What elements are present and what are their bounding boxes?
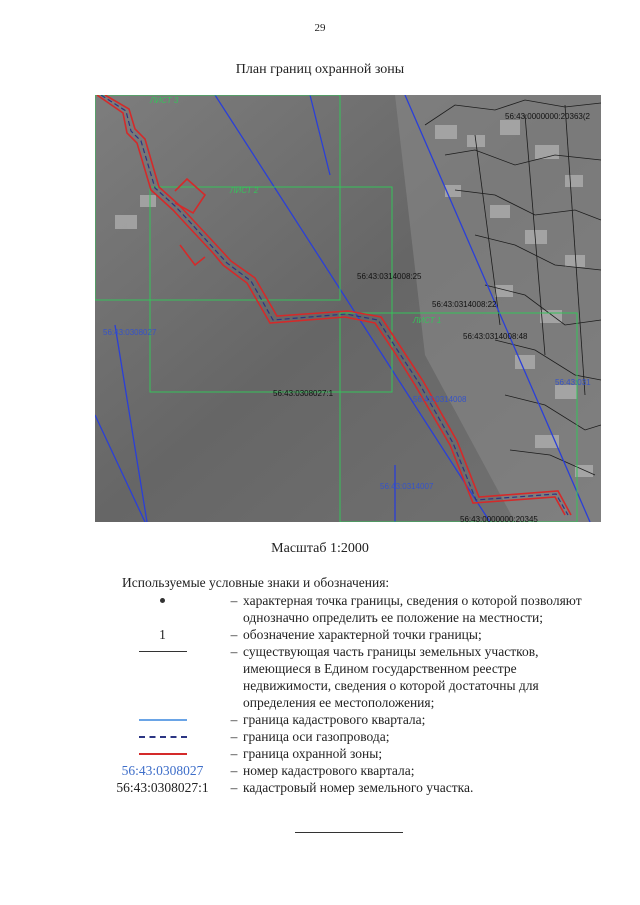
- legend-dash: –: [230, 644, 238, 659]
- legend-heading: Используемые условные знаки и обозначения:: [122, 575, 390, 590]
- legend-dash: –: [230, 780, 238, 795]
- parcel-label: 56:43:0308027:1: [273, 389, 334, 398]
- legend-symbol: [100, 711, 225, 728]
- map-canvas: [95, 95, 601, 522]
- legend-dash: –: [230, 627, 238, 642]
- legend-row: [100, 745, 600, 762]
- legend-symbol-label: 56:43:0308027:1: [116, 780, 209, 795]
- dashed-line-icon: [139, 736, 187, 738]
- dot-icon: [160, 598, 165, 603]
- sheet-label-1: ЛИСТ 1: [413, 316, 442, 325]
- blue-line-icon: [139, 719, 187, 721]
- legend-text: обозначение характерной точки границы;: [243, 627, 482, 642]
- legend-dash: –: [230, 593, 238, 608]
- legend-dash: –: [230, 712, 238, 727]
- legend-symbol: [100, 728, 225, 745]
- legend-text: кадастровый номер земельного участка.: [243, 780, 474, 795]
- legend-dash: –: [230, 763, 238, 778]
- legend-row: [100, 779, 600, 796]
- legend-text: граница кадастрового квартала;: [243, 712, 426, 727]
- page-number: 29: [314, 22, 326, 34]
- legend-dash: –: [230, 729, 238, 744]
- quarter-label: 56:43:0308027: [103, 328, 157, 337]
- legend-row: [100, 643, 600, 711]
- parcel-label: 56:43:0314008:22: [432, 300, 497, 309]
- black-line-icon: [139, 651, 187, 652]
- legend-symbol-label: 1: [159, 627, 166, 642]
- sheet-label-3: ЛИСТ 3: [150, 96, 179, 105]
- map-title: План границ охранной зоны: [235, 62, 405, 77]
- red-line-icon: [139, 753, 187, 755]
- legend-symbol: [100, 643, 225, 660]
- legend-text: характерная точка границы, сведения о которой позволяют однозначно определить ее положение на местности;: [243, 593, 582, 625]
- scale-label: Масштаб 1:2000: [271, 541, 369, 556]
- legend-row: [100, 626, 600, 643]
- quarter-label: 56:43:0314007: [380, 482, 434, 491]
- legend-row: [100, 728, 600, 745]
- legend-row: [100, 592, 600, 626]
- legend-text: граница охранной зоны;: [243, 746, 383, 761]
- legend-row: [100, 711, 600, 728]
- parcel-label: 56:43:0314008:48: [463, 332, 528, 341]
- legend-text: граница оси газопровода;: [243, 729, 390, 744]
- legend-text: номер кадастрового квартала;: [243, 763, 415, 778]
- map-image: [95, 95, 601, 522]
- end-divider: [295, 832, 403, 833]
- parcel-label: 56:43:0314008:25: [357, 272, 422, 281]
- legend-row: [100, 762, 600, 779]
- legend-dash: –: [230, 746, 238, 761]
- legend-symbol-label: 56:43:0308027: [121, 763, 204, 778]
- legend-symbol: [100, 745, 225, 762]
- parcel-label: 56:43:0000000:20363(2: [505, 112, 590, 121]
- sheet-label-2: ЛИСТ 2: [230, 186, 259, 195]
- legend-symbol: [100, 592, 225, 609]
- legend: [100, 592, 600, 796]
- parcel-label: 56:43:0000000:20345: [460, 515, 538, 522]
- quarter-label: 56:43:0314008: [413, 395, 467, 404]
- legend-text: существующая часть границы земельных участков, имеющиеся в Едином государственном реестре недвижимости, сведения о которой достаточны для определения ее местоположения;: [243, 644, 539, 710]
- quarter-label: 56:43:031: [555, 378, 591, 387]
